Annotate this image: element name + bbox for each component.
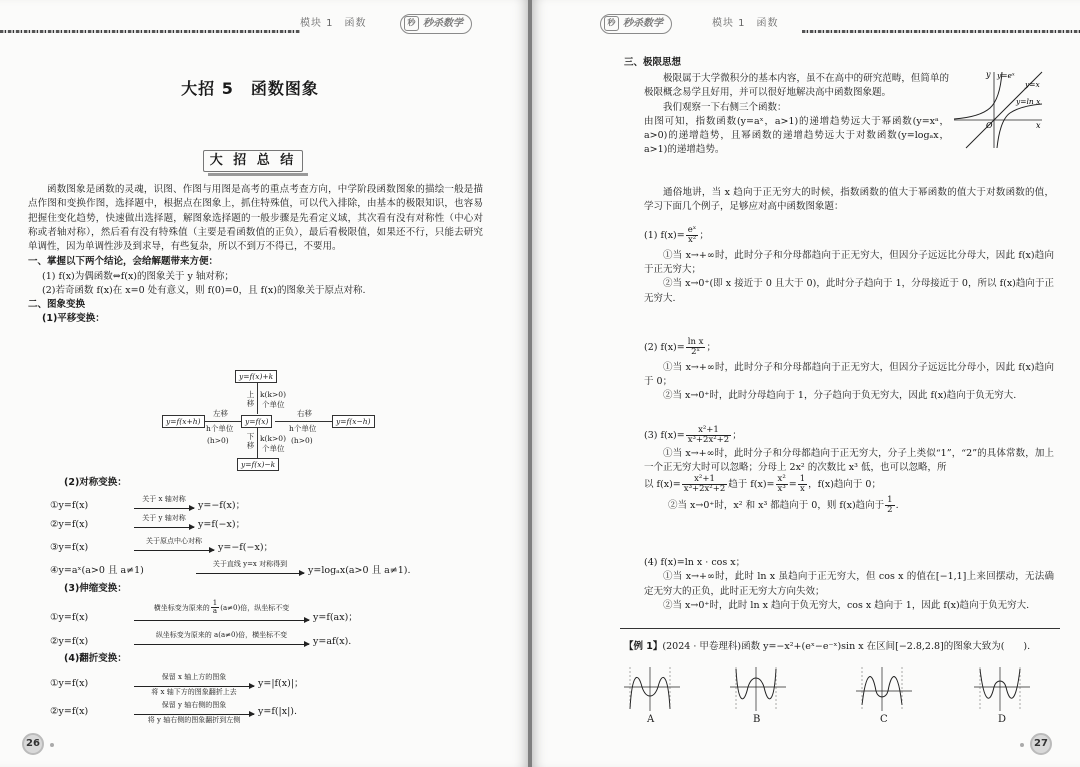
label-unit-down: 个单位: [262, 444, 285, 453]
box-original: y=f(x): [241, 415, 272, 428]
limit-paragraph-1: 极限属于大学微积分的基本内容，虽不在高中的研究范畴，但简单的极限概念易学且好用，并可以很好地解决高中函数图象题。: [644, 73, 949, 99]
logo-mark: 秒: [404, 16, 419, 31]
option-c-graph: [854, 665, 914, 713]
ex1-formula: (1) f(x)= $\frac{\text{eˣ}}{\text{x²}}$ ；: [644, 225, 709, 245]
exp-label: y=eˣ: [997, 71, 1015, 80]
limit-intro-narrow: [644, 72, 949, 158]
option-a-graph: [622, 665, 682, 713]
logo-text: 秒杀数学: [623, 18, 663, 29]
label-h-left: h个单位: [206, 424, 234, 433]
box-shift-down: y=f(x)−k: [237, 458, 279, 471]
page-number: 26: [22, 733, 44, 755]
book-logo: [400, 14, 472, 34]
box-shift-up: y=f(x)+k: [235, 370, 277, 383]
logo-text: 秒杀数学: [423, 18, 463, 29]
stretch-title: (3)伸缩变换：: [64, 583, 127, 594]
section-2-title: 二、图象变换: [28, 299, 86, 310]
header-band: [0, 30, 300, 33]
box-shift-right: y=f(x−h): [332, 415, 375, 428]
x-axis-label: x: [1036, 121, 1041, 130]
example-text: (2024 · 甲卷理科)函数 y=−x²+(eˣ−e⁻ˣ)sin x 在区间[−2.8,2.8]的图象大致为( ).: [662, 641, 1031, 652]
limit-example-2: [644, 338, 1054, 404]
option-d-graph: [972, 665, 1032, 713]
conclusion-1: (1) f(x)为偶函数⇔f(x)的图象关于 y 轴对称；: [42, 270, 234, 282]
limit-intro-wide: [644, 186, 1054, 215]
origin-label: O: [986, 121, 993, 130]
log-label: y=ln x: [1016, 97, 1041, 106]
label-up: 上移: [246, 390, 255, 408]
limit-example-4: [644, 556, 1054, 613]
ex4-case-1: ①当 x→+∞时，此时 ln x 虽趋向于正无穷大，但 cos x 的值在[−1,1]上来回摆动，无法确定无穷大的正负，此时正无穷大方向失效；: [644, 571, 1054, 597]
ex3-formula: (3) f(x)= $\frac{\text{x²+1}}{\text{x³+2x²+2}}$ ；: [644, 425, 742, 445]
section-3-title: 三、极限思想: [624, 57, 682, 68]
y-axis-label: y: [986, 70, 991, 79]
running-header: 模块 1 函数: [712, 18, 779, 29]
option-c-label: C: [880, 714, 888, 725]
limit-example-3: [644, 426, 1054, 515]
worked-example: [624, 640, 1064, 654]
ex3-case-2: ②当 x→0⁺时，x² 和 x³ 都趋向于 0，则 f(x)趋向于 $\frac{1}{2}$ .: [668, 495, 899, 516]
conclusion-2: (2)若奇函数 f(x)在 x=0 处有意义，则 f(0)=0，且 f(x)的图象关于原点对称.: [42, 284, 366, 296]
ex1-case-2: ②当 x→0⁺(即 x 接近于 0 且大于 0)，此时分子趋向于 1，分母接近于 0，所以 f(x)趋向于正无穷大.: [644, 278, 1054, 304]
intro-paragraph: 函数图象是函数的灵魂，识图、作图与用图是高考的重点考查方向，中学阶段函数图象的描绘一般是描点作图和变换作图，选择题中，根据点在图象上，抓住特殊值，可以代入排除，由基本的极限知识，也容易把握住变化趋势，快速做出选择题，解图象选择题的一般步骤是先看定义域，其次看有没有对称性（中心对称或者轴对称），然后看有没有特殊值（主要是看函数值的正负），最后看极限值，如果还不行，只能去研究单调性，因为单调性涉及到求导，有些复杂，所以不到万不得已，不要用。: [28, 184, 483, 252]
label-h-right: h个单位: [289, 424, 317, 433]
page-number: 27: [1030, 733, 1052, 755]
header-band: [802, 30, 1080, 33]
translation-title: (1)平移变换：: [42, 313, 105, 325]
intro-block: [28, 183, 483, 327]
label-k-down: k(k>0): [260, 434, 286, 443]
left-page: 模块 1 函数 秒 秒杀数学 大招 5 函数图象 大 招 总 结 函数图象是函数的灵魂，识图、作图与用图是高考的重点考查方向，中学阶段函数图象的描绘一般是描点作图和变换作图，选择题中，根据点在图象上，抓住特殊值，可以代入排除，由基本的极限知识，也容易把握住变化趋势，快速做出选择题，解图象选择题的一般步骤是先看定义域，其次看有没有对称性（中心对称或者轴对称），然后看有没有特殊值（主要是看函数值的正负），最后看极限值，如果还不行，只能去研究单调性，因为单调性涉及到求导，有些复杂，所以不到万不得已，不要用。 一、掌握以下两个结论，会给解题带来方便： (1) f(x)为偶函数⇔f(x)的图象关于 y 轴对称； (2)若奇函数 f(x)在 x=0 处有意义，则 f(0)=0，且 f(x)的图象关于原点对称. 二、图象变换 (1)平移变换： y=f(x)+k y=f(x) y=f(x)−k y=f(x+h) y=f(x−h) 上移 k(k>0) 个单位 下移 k(k>0) 个单位 左移 h个单位 (h>0) 右移 h个单位 (h>0) (2)对称变换： ①y=f(x) 关于 x 轴对称 y=−f(x)； ②y=f(x) 关于 y 轴对称 y=f(−x)； ③y=f(x) 关于原点中心对称 y=−f(−x)； ④y=aˣ(a>0 且 a≠1) 关于直线 y=x 对称得到 y=logₐx(a>0 且 a≠1). (3)伸缩变换： ①y=f(x) 横坐标变为原来的 $\frac{1}{a}$ (a≠0)倍，纵坐标不变 y=f(ax)； ②y=f(x) 纵坐标变为原来的 a(a≠0)倍，横坐标不变 y=af(x). (4)翻折变换： ①y=f(x) 保留 x 轴上方的图象 将 x 轴下方的图象翻折上去 y=|f(x)|； ②y=f(x) 保留 y 轴右侧的图象 将 y 轴右侧的图象翻折到左侧 y=f(|x|). 26: [0, 0, 528, 767]
ex2-case-2: ②当 x→0⁺时，此时分母趋向于 1，分子趋向于负无穷大，因此 f(x)趋向于负无穷大.: [663, 390, 1017, 402]
ex3-case-1: ①当 x→+∞时，此时分子和分母都趋向于正无穷大，分子上类似“1”，“2”的具体常数，加上一个正无穷大时可以忽略；分母上 2x² 的次数比 x³ 低，也可以忽略，所: [644, 447, 1054, 474]
label-down: 下移: [246, 432, 255, 450]
limit-paragraph-3: 由图可知，指数函数(y=aˣ，a>1)的递增趋势远大于幂函数(y=xᵃ，a>0)的递增趋势，且幂函数的递增趋势远大于对数函数(y=logₐx，a>1)的递增趋势。: [644, 115, 949, 156]
label-h-cond-left: (h>0): [207, 436, 229, 445]
example-divider: [620, 628, 1060, 629]
limit-paragraph-4: 通俗地讲，当 x 趋向于正无穷大的时候，指数函数的值大于幂函数的值大于对数函数的值，学习下面几个例子，足够应对高中函数图象题：: [644, 187, 1054, 213]
ex4-formula: (4) f(x)=ln x · cos x；: [644, 557, 746, 568]
box-shift-left: y=f(x+h): [162, 415, 205, 428]
limit-example-1: [644, 226, 1054, 306]
option-b-graph: [728, 665, 788, 713]
growth-graph: [950, 68, 1046, 150]
exp-curve: [954, 72, 1002, 119]
line-label: y=x: [1025, 80, 1040, 89]
running-header: 模块 1 函数: [300, 18, 367, 29]
chapter-title: 大招 5 函数图象: [181, 79, 319, 98]
option-d-label: D: [998, 714, 1007, 725]
page-dot: [1020, 743, 1024, 747]
option-b-label: B: [753, 714, 761, 725]
ex2-case-1: ①当 x→+∞时，此时分子和分母都趋向于正无穷大，但因分子远远比分母小，因此 f(x)趋向于 0；: [644, 361, 1054, 388]
ex2-formula: (2) f(x)= $\frac{\text{ln x}}{\text{2ˣ}}$ ；: [644, 337, 716, 357]
example-label: 【例 1】: [624, 641, 663, 652]
limit-paragraph-2: 我们观察一下右侧三个函数：: [663, 101, 787, 113]
symmetry-title: (2)对称变换：: [64, 477, 127, 488]
logo-mark: 秒: [604, 16, 619, 31]
label-right: 右移: [297, 409, 312, 418]
ex1-case-1: ①当 x→+∞时，此时分子和分母都趋向于正无穷大，但因分子远远比分母大，因此 f(x)趋向于正无穷大；: [644, 249, 1054, 276]
option-a-label: A: [647, 714, 655, 725]
ex4-case-2: ②当 x→0⁺时，此时 ln x 趋向于负无穷大，cos x 趋向于 1，因此 f(x)趋向于负无穷大.: [663, 599, 1030, 611]
book-logo: [600, 14, 672, 34]
right-page: [532, 0, 1080, 767]
label-k-up: k(k>0): [260, 390, 286, 399]
label-left: 左移: [213, 409, 228, 418]
section-heading: 大 招 总 结: [203, 150, 303, 172]
section-1-title: 一、掌握以下两个结论，会给解题带来方便：: [28, 256, 219, 268]
label-unit-up: 个单位: [262, 400, 285, 409]
label-h-cond-right: (h>0): [291, 436, 313, 445]
page-dot: [50, 743, 54, 747]
ex3-case-1-cont: 以 f(x)= $\frac{\text{x²+1}}{\text{x³+2x²+2}}$ 趋于 f(x)= $\frac{\text{x²}}{\text{x³}}$ = $\frac{1}{x}$ ，f(x)趋向于 0；: [644, 474, 881, 495]
flip-title: (4)翻折变换：: [64, 653, 127, 664]
